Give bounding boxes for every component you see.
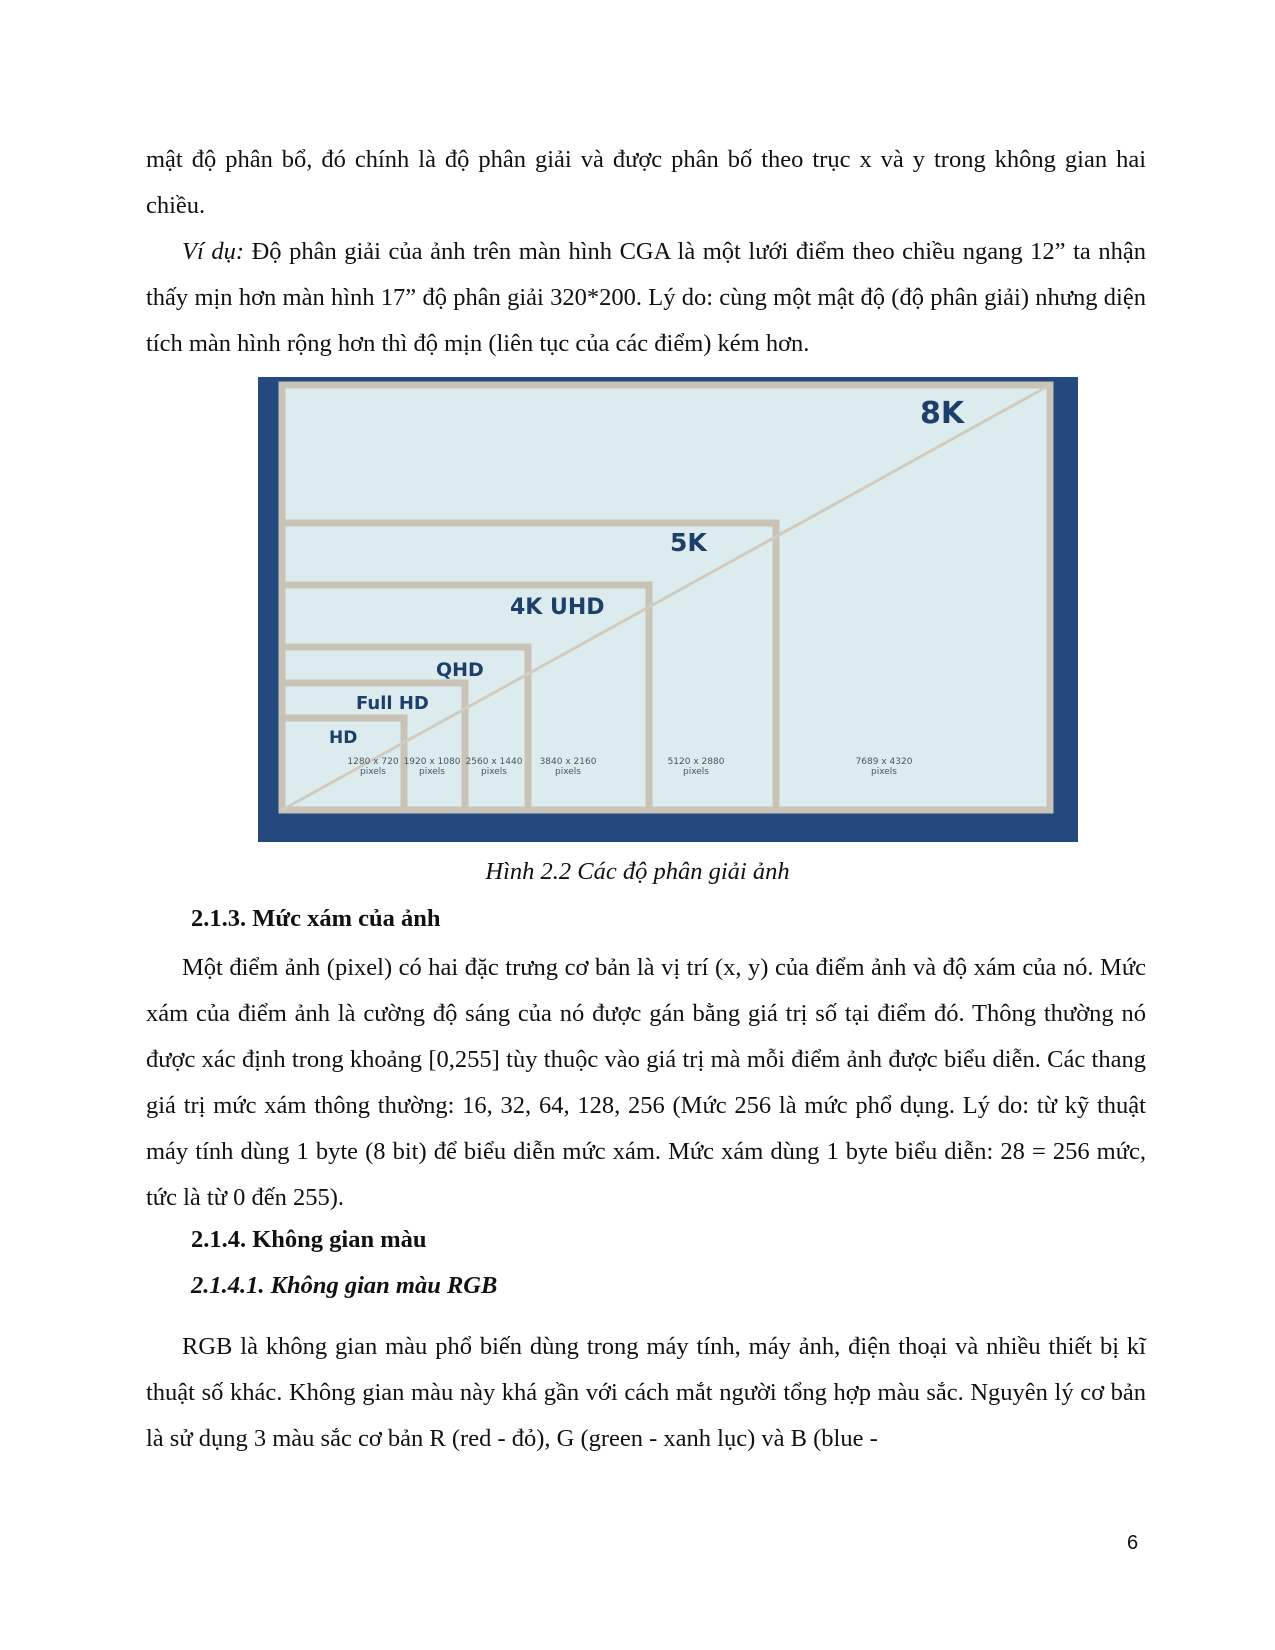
paragraph-example: Ví dụ: Độ phân giải của ảnh trên màn hình CGA là một lưới điểm theo chiều ngang 12” ta nhận thấy mịn hơn màn hình 17” độ phân giải 320*200. Lý do: cùng một mật độ (độ phân giải) nhưng diện tích màn hình rộng hơn thì độ mịn (liên tục của các điểm) kém hơn. — [146, 238, 1146, 357]
label-full-hd: Full HD — [356, 693, 429, 714]
pixel-unit-4k: pixels — [555, 767, 581, 777]
resolution-diagram — [258, 377, 1078, 842]
label-8k: 8K — [920, 396, 965, 431]
pixel-res-hd: 1280 x 720 — [347, 757, 399, 767]
paragraph-gray-level: Một điểm ảnh (pixel) có hai đặc trưng cơ bản là vị trí (x, y) của điểm ảnh và độ xám của nó. Mức xám của điểm ảnh là cường độ sáng của nó được gán bằng giá trị số tại điểm đó. Thông thường nó được xác định trong khoảng [0,255] tùy thuộc vào giá trị mà mỗi điểm ảnh được biểu diễn. Các thang giá trị mức xám thông thường: 16, 32, 64, 128, 256 (Mức 256 là mức phổ dụng. Lý do: từ kỹ thuật máy tính dùng 1 byte (8 bit) để biểu diễn mức xám. Mức xám dùng 1 byte biểu diễn: 28 = 256 mức, tức là từ 0 đến 255). — [146, 954, 1146, 1211]
subsection-heading-rgb: 2.1.4.1. Không gian màu RGB — [191, 1272, 498, 1299]
pixel-res-8k: 7689 x 4320 — [855, 757, 913, 767]
pixel-res-5k: 5120 x 2880 — [667, 757, 725, 767]
pixel-res-qhd: 2560 x 1440 — [465, 757, 523, 767]
pixel-unit-full-hd: pixels — [419, 767, 445, 777]
label-hd: HD — [329, 728, 358, 748]
label-4k-uhd: 4K UHD — [510, 595, 605, 620]
section-heading-gray-level: 2.1.3. Mức xám của ảnh — [191, 905, 441, 932]
paragraph-resolution-intro: mật độ phân bổ, đó chính là độ phân giải và được phân bố theo trục x và y trong không gian hai chiều. — [146, 146, 1146, 219]
pixel-res-full-hd: 1920 x 1080 — [403, 757, 461, 767]
pixel-unit-8k: pixels — [871, 767, 897, 777]
page-number: 6 — [1127, 1532, 1139, 1554]
pixel-res-4k: 3840 x 2160 — [539, 757, 597, 767]
paragraph-rgb: RGB là không gian màu phổ biến dùng trong máy tính, máy ảnh, điện thoại và nhiều thiết bị kĩ thuật số khác. Không gian màu này khá gần với cách mắt người tổng hợp màu sắc. Nguyên lý cơ bản là sử dụng 3 màu sắc cơ bản R (red - đỏ), G (green - xanh lục) và B (blue - — [146, 1333, 1146, 1452]
figure-caption: Hình 2.2 Các độ phân giải ảnh — [485, 858, 790, 885]
pixel-unit-hd: pixels — [360, 767, 386, 777]
label-5k: 5K — [670, 528, 707, 557]
section-heading-color-space: 2.1.4. Không gian màu — [191, 1226, 427, 1253]
pixel-unit-qhd: pixels — [481, 767, 507, 777]
pixel-unit-5k: pixels — [683, 767, 709, 777]
label-qhd: QHD — [436, 659, 484, 681]
example-lead: Ví dụ: — [182, 238, 244, 265]
resolution-figure — [258, 377, 1078, 842]
